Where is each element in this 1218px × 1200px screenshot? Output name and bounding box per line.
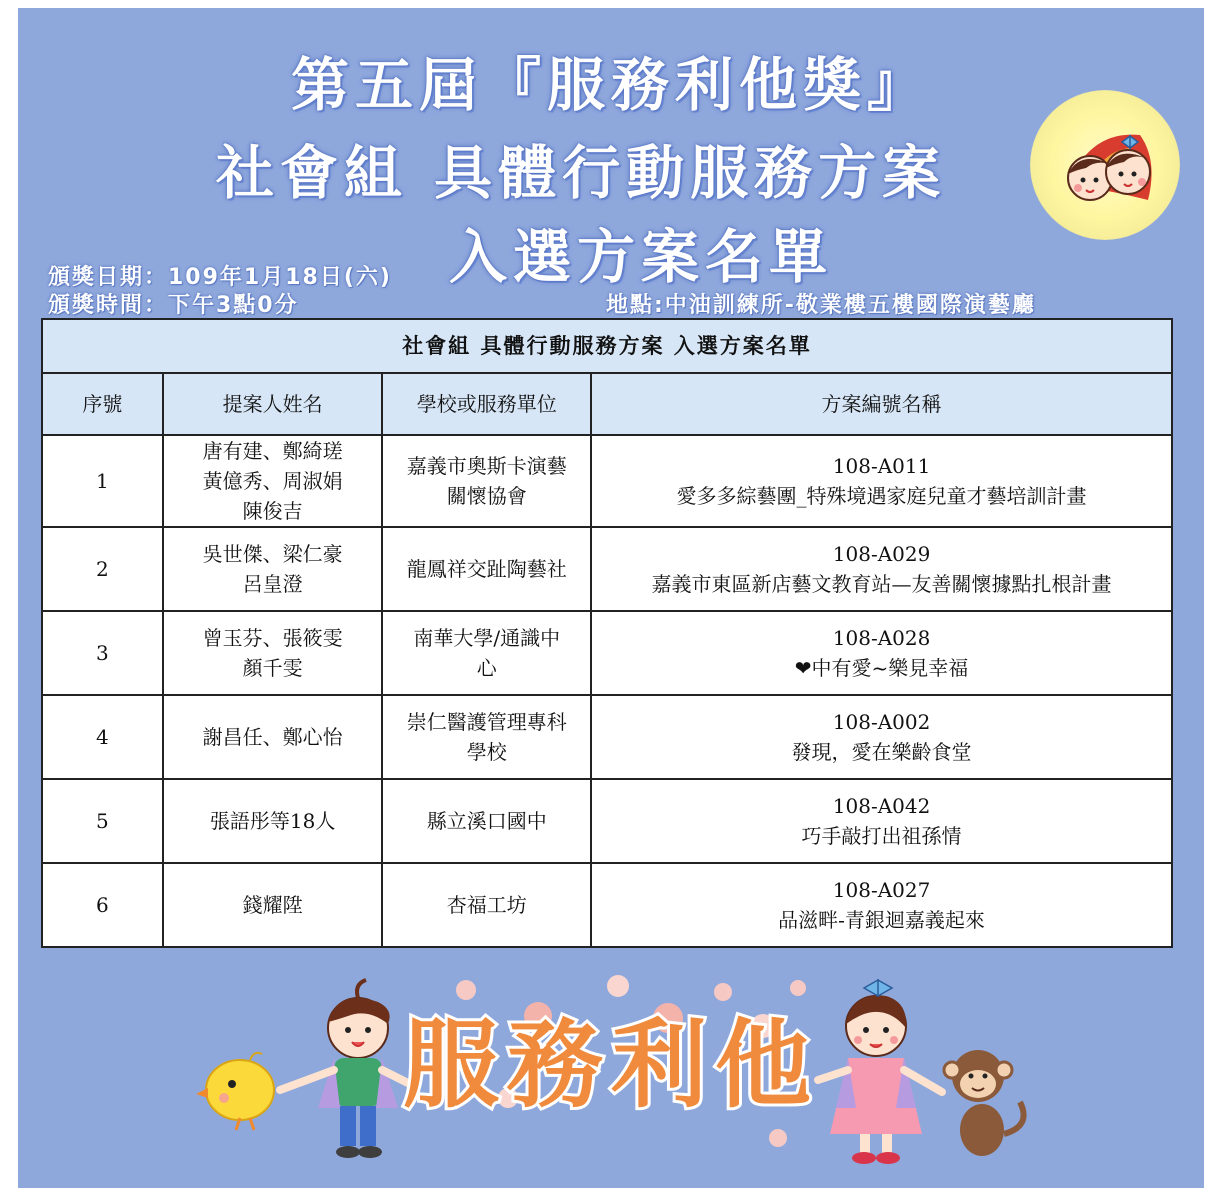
column-header-project: 方案編號名稱 (591, 373, 1172, 435)
project-title: 品滋畔-青銀迴嘉義起來 (778, 908, 985, 932)
table-caption-row (42, 319, 1172, 373)
project-code: 108-A011 (832, 454, 931, 478)
project-title: 嘉義市東區新店藝文教育站—友善關懷據點扎根計畫 (651, 572, 1112, 596)
chick-icon (196, 1053, 274, 1130)
row-number: 1 (42, 435, 163, 527)
column-header-number: 序號 (42, 373, 163, 435)
row-number: 5 (42, 779, 163, 863)
table-row (42, 779, 1172, 863)
banner-text: 服務利他 (403, 1009, 819, 1121)
project-cell (591, 779, 1172, 863)
column-header-unit: 學校或服務單位 (382, 373, 591, 435)
proposer-name-line: 錢耀陞 (242, 893, 303, 917)
project-title: 發現，愛在樂齡食堂 (791, 740, 972, 764)
row-number: 2 (42, 527, 163, 611)
project-cell (591, 527, 1172, 611)
service-unit-line: 關懷協會 (446, 484, 527, 508)
poster (18, 8, 1204, 1188)
project-code: 108-A002 (832, 710, 931, 734)
service-unit (382, 695, 591, 779)
title-line-2: 社會組 具體行動服務方案 (215, 139, 947, 207)
proposer-name-line: 呂皇澄 (242, 572, 303, 596)
monkey-icon (944, 1050, 1024, 1156)
service-unit (382, 611, 591, 695)
project-code: 108-A029 (832, 542, 931, 566)
table-row (42, 695, 1172, 779)
award-date: 頒獎日期：109年1月18日(六) (48, 265, 392, 290)
project-code: 108-A028 (832, 626, 931, 650)
table-row (42, 611, 1172, 695)
bottom-illustration (18, 958, 1204, 1188)
finalist-table (41, 318, 1173, 948)
service-unit-line: 學校 (466, 740, 507, 764)
proposer-name-line: 張語彤等18人 (209, 809, 336, 833)
proposer-name-line: 謝昌任、鄭心怡 (202, 725, 343, 749)
service-unit-line: 縣立溪口國中 (426, 809, 547, 833)
girl-icon (818, 980, 942, 1164)
table-row (42, 863, 1172, 947)
table-header-row (42, 373, 1172, 435)
title-line-1: 第五屆『服務利他獎』 (290, 51, 931, 119)
table-caption: 社會組 具體行動服務方案 入選方案名單 (42, 319, 1172, 373)
project-cell (591, 435, 1172, 527)
service-unit (382, 779, 591, 863)
project-cell (591, 611, 1172, 695)
table-row (42, 435, 1172, 527)
service-unit (382, 527, 591, 611)
table-row (42, 527, 1172, 611)
proposer-name-line: 黃億秀、周淑娟 (202, 469, 343, 493)
project-title: 愛多多綜藝團_特殊境遇家庭兒童才藝培訓計畫 (676, 484, 1087, 508)
proposer-name-line: 吳世傑、梁仁豪 (202, 542, 343, 566)
column-header-proposer: 提案人姓名 (163, 373, 383, 435)
award-time: 頒獎時間：下午3點0分 (48, 293, 299, 318)
proposer-name-line: 曾玉芬、張筱雯 (202, 626, 343, 650)
proposer-names (163, 611, 383, 695)
project-title: ❤中有愛~樂見幸福 (794, 656, 969, 680)
project-cell (591, 695, 1172, 779)
row-number: 4 (42, 695, 163, 779)
proposer-names (163, 863, 383, 947)
project-code: 108-A027 (832, 878, 931, 902)
venue: 地點:中油訓練所-敬業樓五樓國際演藝廳 (606, 293, 1036, 318)
project-code: 108-A042 (832, 794, 931, 818)
title-line-3: 入選方案名單 (448, 223, 833, 291)
service-unit-line: 南華大學/通識中 (413, 626, 561, 650)
service-unit-line: 崇仁醫護管理專科 (406, 710, 567, 734)
row-number: 3 (42, 611, 163, 695)
project-title: 巧手敲打出祖孫情 (801, 824, 962, 848)
proposer-names (163, 435, 383, 527)
proposer-names (163, 695, 383, 779)
row-number: 6 (42, 863, 163, 947)
proposer-names (163, 779, 383, 863)
project-cell (591, 863, 1172, 947)
proposer-name-line: 唐有建、鄭綺瑳 (202, 439, 343, 463)
proposer-names (163, 527, 383, 611)
service-unit (382, 863, 591, 947)
service-unit-line: 心 (476, 656, 497, 680)
proposer-name-line: 顏千雯 (242, 656, 303, 680)
service-unit (382, 435, 591, 527)
proposer-name-line: 陳俊吉 (242, 499, 303, 523)
service-unit-line: 杏福工坊 (446, 893, 527, 917)
service-unit-line: 嘉義市奧斯卡演藝 (406, 454, 567, 478)
service-unit-line: 龍鳳祥交趾陶藝社 (406, 557, 567, 581)
boy-icon (280, 980, 410, 1158)
